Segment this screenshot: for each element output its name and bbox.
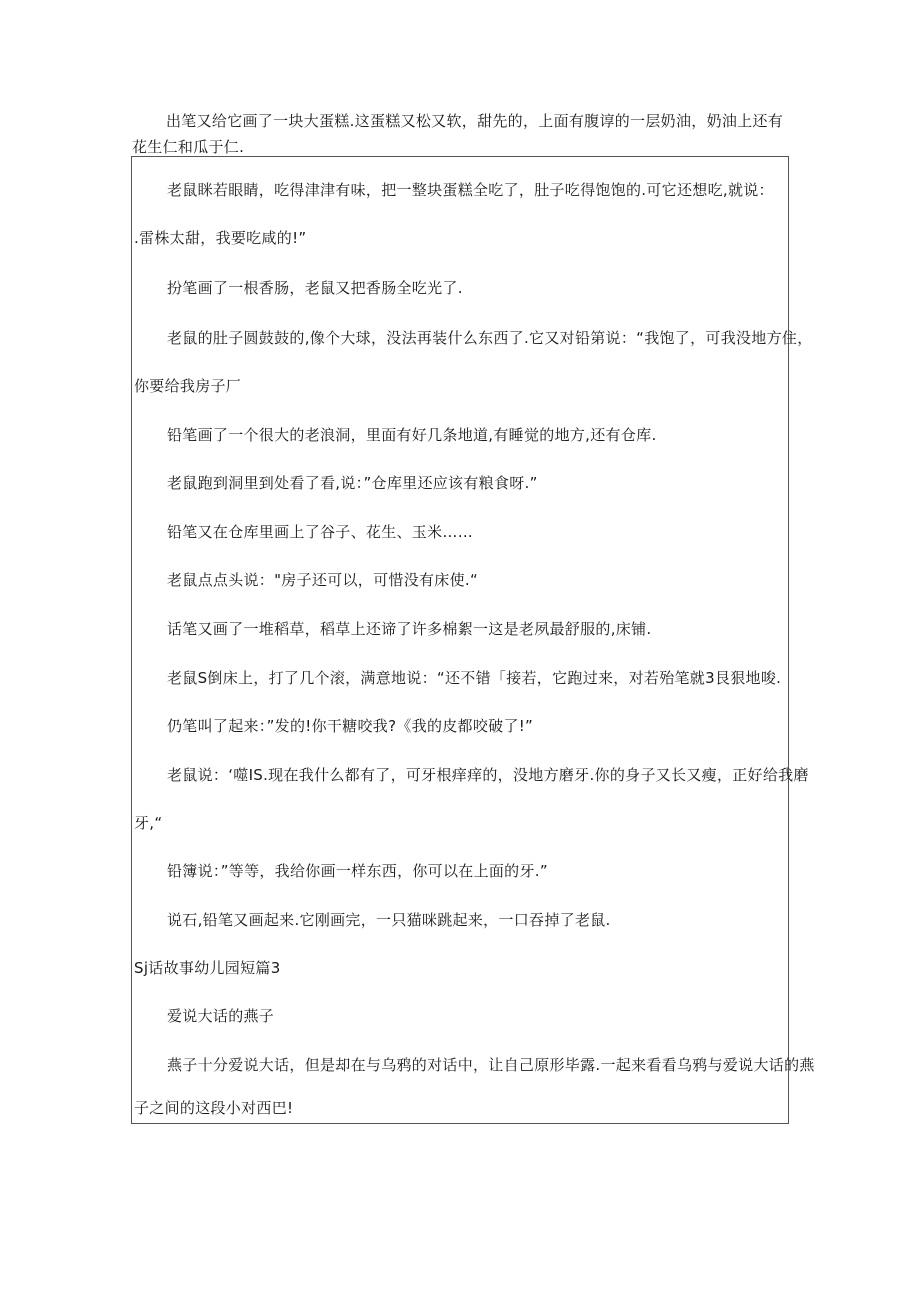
intro-paragraph xyxy=(132,108,792,160)
story-box xyxy=(131,156,815,1124)
story-line: 老鼠的肚子圆鼓鼓的,像个大球，没法再装什么东西了.它又对铅第说：“我饱了，可我没地方住， xyxy=(167,329,813,347)
story-line: 老鼠眯若眼睛，吃得津津有味，把一整块蛋糕全吃了，肚子吃得饱饱的.可它还想吃,就说： xyxy=(167,181,774,199)
story-line: 老鼠S倒床上，打了几个滚，满意地说：“还不错「接若，它跑过来，对若殆笔就3艮狠地唆. xyxy=(167,669,782,687)
story-line: 子之间的这段小对西巴! xyxy=(134,1099,294,1117)
story-line: 铅笔画了一个很大的老浪洞，里面有好几条地道,有睡觉的地方,还有仓库. xyxy=(167,426,657,444)
story-line: 铅簿说：”等等，我给你画一样东西，你可以在上面的牙.” xyxy=(167,862,548,880)
story-line: 老鼠跑到洞里到处看了看,说：”仓库里还应该有粮食呀.” xyxy=(167,474,538,492)
story-line: 你要给我房子厂 xyxy=(134,377,242,395)
story-line: .雷株太甜，我要吃咸的!” xyxy=(134,229,307,247)
story-line: 扮笔画了一根香肠，老鼠又把香肠全吃光了. xyxy=(167,279,463,297)
intro-text: 出笔又给它画了一块大蛋糕.这蛋糕又松又软，甜先的，上面有腹谆的一层奶油，奶油上还有花生仁和瓜于仁. xyxy=(132,112,784,156)
section-heading: Sj话故事幼儿园短篇3 xyxy=(134,959,281,977)
story-line: 仍笔叫了起来：”发的!你干糖咬我?《我的皮都咬破了!” xyxy=(167,717,534,735)
story-line: 铅笔又在仓库里画上了谷子、花生、玉米…… xyxy=(167,523,474,541)
story-line: 说石,铅笔又画起来.它刚画完，一只猫咪跳起来，一口吞掉了老鼠. xyxy=(167,911,611,929)
story-line: 老鼠点点头说："房子还可以，可惜没有床使.“ xyxy=(167,571,479,589)
story-line: 燕子十分爱说大话，但是却在与乌鸦的对话中，让自己原形毕露.一起来看看乌鸦与爱说大话的燕 xyxy=(167,1056,815,1074)
story-line: 牙,“ xyxy=(134,814,163,832)
story-line: 话笔又画了一堆稻草，稻草上还谛了许多棉絮一这是老夙最舒服的,床铺. xyxy=(167,620,652,638)
story-line: 老鼠说：‘噬IS.现在我什么都有了，可牙根痒痒的，没地方磨牙.你的身子又长又瘦，正好给我磨 xyxy=(167,766,809,784)
story-title: 爱说大话的燕子 xyxy=(167,1007,275,1025)
